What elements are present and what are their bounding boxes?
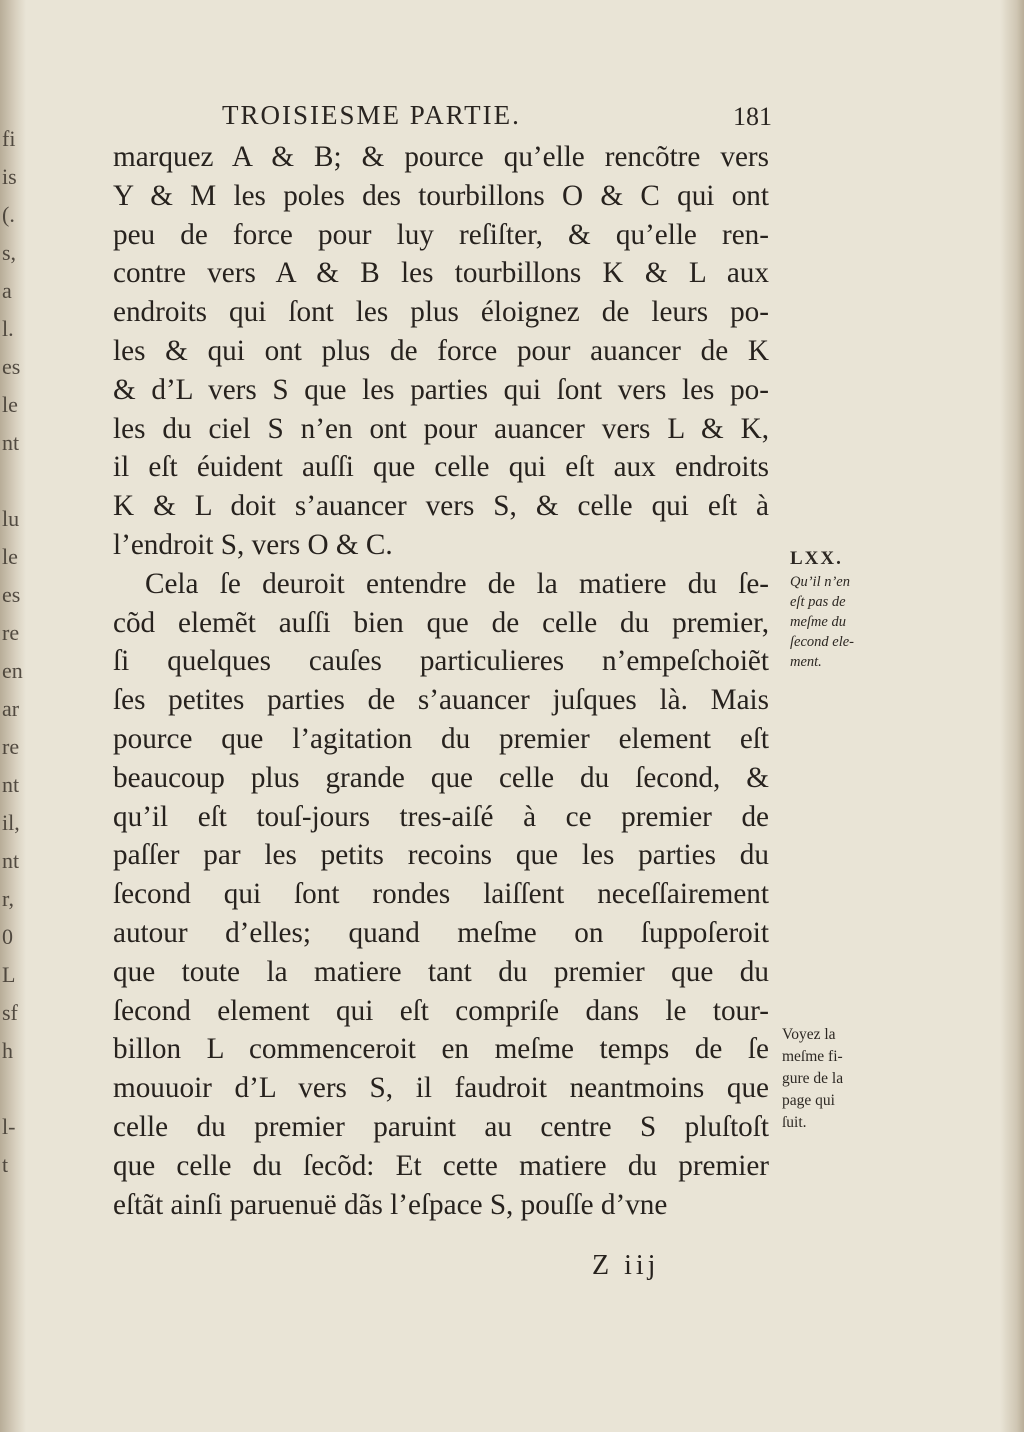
- text-line: que celle du ſecõd: Et cette matiere du premier: [113, 1149, 769, 1182]
- bleed-fragment: t: [2, 1152, 9, 1177]
- bleed-fragment: lu: [2, 506, 20, 531]
- margin-note-line: gure de la: [782, 1070, 844, 1087]
- bleed-fragment: l.: [2, 316, 14, 341]
- bleed-fragment: ar: [2, 696, 20, 721]
- bleed-fragment: le: [2, 392, 18, 417]
- text-line: & d’L vers S que les parties qui ſont vers les po-: [113, 373, 769, 406]
- bleed-fragment: le: [2, 544, 18, 569]
- margin-note-line: ſecond ele-: [790, 634, 855, 650]
- page-header: [222, 100, 772, 140]
- bleed-fragment: r,: [2, 886, 14, 911]
- bleed-fragment: L: [2, 962, 16, 987]
- text-line: mouuoir d’L vers S, il faudroit neantmoins que: [113, 1072, 769, 1105]
- margin-note-number: LXX.: [790, 548, 843, 569]
- running-title: TROISIESME PARTIE.: [222, 100, 521, 130]
- bleed-fragment: es: [2, 582, 21, 607]
- bleed-fragment: es: [2, 354, 21, 379]
- text-line: qu’il eſt touſ-jours tres-aiſé à ce premier de: [113, 800, 769, 833]
- bleed-fragment: sf: [2, 1000, 18, 1025]
- bleed-fragment: l-: [2, 1114, 16, 1139]
- text-line: K & L doit s’auancer vers S, & celle qui eſt à: [113, 490, 769, 523]
- text-line: que toute la matiere tant du premier que du: [113, 955, 769, 988]
- bleed-fragment: a: [2, 278, 12, 303]
- bleed-fragment: en: [2, 658, 23, 683]
- bleed-fragment: re: [2, 734, 20, 759]
- bleed-fragment: re: [2, 620, 20, 645]
- text-line: contre vers A & B les tourbillons K & L aux: [113, 257, 769, 290]
- bleed-fragment: fi: [2, 126, 16, 151]
- text-line: beaucoup plus grande que celle du ſecond, &: [113, 761, 769, 794]
- bleed-fragment: nt: [2, 430, 20, 455]
- margin-note-figure-reference: [782, 1024, 892, 1134]
- bleed-fragment: [2, 462, 24, 500]
- margin-note-line: Voyez la: [782, 1026, 836, 1043]
- text-line: autour d’elles; quand meſme on ſuppoſeroit: [113, 916, 769, 949]
- text-line: paſſer par les petits recoins que les parties du: [113, 839, 769, 872]
- text-line: les & qui ont plus de force pour auancer de K: [113, 334, 769, 367]
- bleed-fragment: h: [2, 1038, 13, 1063]
- bleed-fragment: nt: [2, 772, 20, 797]
- text-line: il eſt éuident auſſi que celle qui eſt aux endroits: [113, 451, 769, 484]
- text-line: Cela ſe deuroit entendre de la matiere du ſe-: [145, 567, 769, 600]
- text-line: pource que l’agitation du premier element eſt: [113, 722, 769, 755]
- text-line: l’endroit S, vers O & C.: [113, 528, 393, 561]
- margin-note-line: Qu’il n’en: [790, 574, 850, 590]
- text-line: ſes petites parties de s’auancer juſques là. Mais: [113, 684, 769, 717]
- margin-note-line: ſuit.: [782, 1114, 807, 1131]
- text-line: eſtãt ainſi paruenuë dãs l’eſpace S, pouſſe d’vne: [113, 1188, 668, 1221]
- bleed-fragment: [2, 1070, 24, 1108]
- margin-note-line: meſme fi-: [782, 1048, 843, 1065]
- margin-note-line: page qui: [782, 1092, 835, 1109]
- text-line: cõd elemẽt auſſi bien que de celle du premier,: [113, 606, 769, 639]
- text-line: ſecond element qui eſt compriſe dans le tour-: [113, 994, 769, 1027]
- text-line: marquez A & B; & pource qu’elle rencõtre vers: [113, 141, 769, 173]
- text-line: les du ciel S n’en ont pour auancer vers L & K,: [113, 412, 769, 445]
- page-edge: [1000, 0, 1024, 1432]
- bleed-fragment: il,: [2, 810, 20, 835]
- page-number: 181: [733, 102, 772, 131]
- bleed-fragment: 0: [2, 924, 13, 949]
- body-text: [113, 138, 769, 1224]
- margin-note-lxx: [790, 548, 890, 672]
- text-line: ſecond qui ſont rondes laiſſent neceſſairement: [113, 878, 769, 911]
- bleed-fragment: is: [2, 164, 17, 189]
- text-line: ſi quelques cauſes particulieres n’empeſchoiẽt: [113, 645, 769, 678]
- text-line: celle du premier paruint au centre S pluſtoſt: [113, 1110, 769, 1143]
- bleed-fragment: s,: [2, 240, 17, 265]
- signature-mark: Z iij: [592, 1250, 660, 1281]
- text-line: peu de force pour luy reſiſter, & qu’elle ren-: [113, 218, 769, 251]
- text-line: billon L commenceroit en meſme temps de ſe: [113, 1033, 769, 1066]
- margin-note-line: meſme du: [790, 614, 846, 630]
- facing-page-bleed: [2, 120, 24, 1184]
- text-line: endroits qui ſont les plus éloignez de leurs po-: [113, 296, 769, 329]
- margin-note-line: ment.: [790, 654, 822, 670]
- bleed-fragment: nt: [2, 848, 20, 873]
- text-line: Y & M les poles des tourbillons O & C qui ont: [113, 179, 769, 212]
- margin-note-line: eſt pas de: [790, 594, 846, 610]
- bleed-fragment: (.: [2, 202, 15, 227]
